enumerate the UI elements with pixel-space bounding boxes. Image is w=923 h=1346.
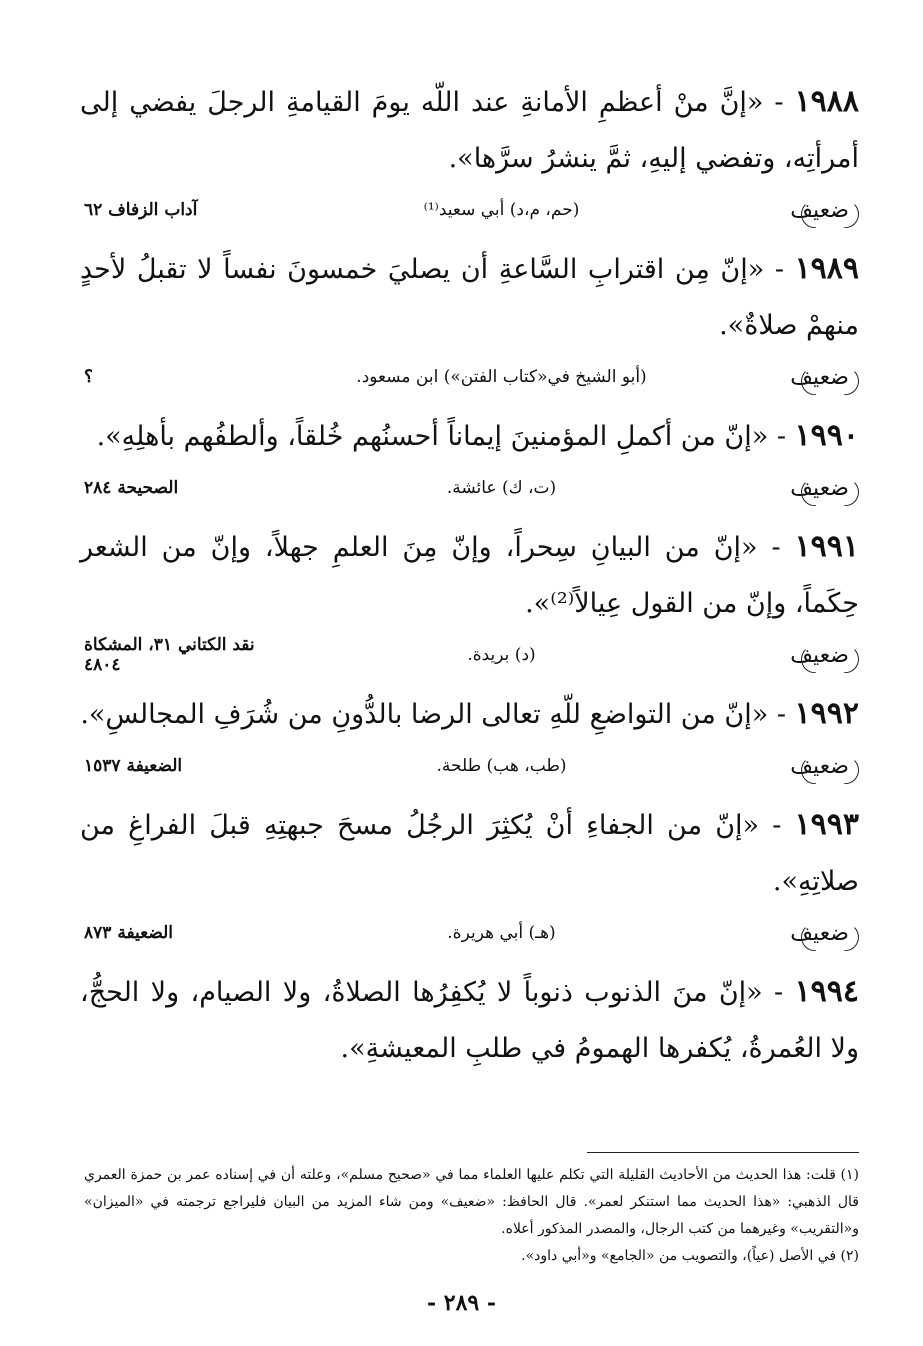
hadith-entry-1994 [80, 964, 859, 1077]
hadith-text: ١٩٩٣ - «إنّ من الجفاءِ أنْ يُكثِرَ الرجُلُ مسحَ جبهتِهِ قبلَ الفراغِ من صلاتِهِ». [80, 807, 859, 897]
grade-label: ضعيف [729, 365, 859, 390]
hadith-number: ١٩٩٢ [794, 696, 859, 731]
grade-label: ضعيف [729, 643, 859, 668]
page-number: - ٢٨٩ - [426, 1290, 497, 1316]
reference-row [80, 187, 859, 233]
source-label: (هـ) أبي هريرة. [447, 923, 556, 943]
footnotes [84, 1162, 859, 1270]
book-reference: آداب الزفاف ٦٢ [84, 200, 198, 220]
reference-row [80, 465, 859, 511]
hadith-number: ١٩٩٤ [794, 974, 859, 1009]
hadith-number: ١٩٩٠ [794, 418, 859, 453]
source-label: (طب، هب) طلحة. [436, 756, 567, 776]
footnote-2: (٢) في الأصل (عياً)، والتصويب من «الجامع» و«أبي داود». [521, 1248, 859, 1264]
hadith-text: ١٩٨٩ - «إنّ مِن اقترابِ السَّاعةِ أن يصليَ خمسونَ نفساً لا تقبلُ لأحدٍ منهمْ صلاةٌ». [80, 251, 860, 341]
source-label: (د) بريدة. [467, 645, 536, 665]
reference-row [80, 632, 859, 678]
reference-row [80, 354, 859, 400]
hadith-text: ١٩٩٠ - «إنّ من أكملِ المؤمنينَ إيماناً أحسنُهم خُلقاً، وألطفُهم بأهلِهِ». [96, 418, 859, 453]
hadith-entry-1992 [80, 686, 859, 789]
hadith-text: ١٩٨٨ - «إنَّ منْ أعظمِ الأمانةِ عند اللّه يومَ القيامةِ الرجلَ يفضي إلى أمرأتِه، وتفضي إليهِ، ثمَّ ينشرُ سرَّها». [80, 84, 859, 174]
hadith-entry-1993 [80, 797, 859, 956]
grade-label: ضعيف [729, 921, 859, 946]
hadith-entry-1989 [80, 241, 859, 400]
hadith-text: ١٩٩٤ - «إنّ منَ الذنوب ذنوباً لا يُكفِرُها الصلاةُ، ولا الصيام، ولا الحجُّ، ولا العُمرةُ، يُكفرها الهمومُ في طلبِ المعيشةِ». [80, 974, 859, 1064]
book-reference: نقد الكتاني ٣١، المشكاة ٤٨٠٤ [84, 635, 255, 675]
grade-label: ضعيف [729, 476, 859, 501]
reference-row [80, 743, 859, 789]
page-body [80, 74, 859, 1077]
hadith-entry-1990 [80, 408, 859, 511]
book-reference: الضعيفة ١٥٣٧ [84, 756, 183, 776]
book-reference: الصحيحة ٢٨٤ [84, 478, 179, 498]
reference-row [80, 910, 859, 956]
source-label: (ت، ك) عائشة. [446, 478, 557, 498]
book-reference: ؟ [84, 367, 94, 387]
footnote-1: (١) قلت: هذا الحديث من الأحاديث القليلة التي تكلم عليها العلماء مما في «صحيح مسلم»، وعلته أن في إسناده عمر بن حمزة العمري قال الذهبي: «هذا الحديث مما استنكر لعمر». قال الحافظ: «ضعيف» ومن شاء المزيد من البيان فليراجع ترجمته في «الميزان» و«التقريب» وغيرهما من كتب الرجال، والمصدر المذكور أعلاه. [84, 1167, 859, 1237]
hadith-text: ١٩٩١ - «إنّ من البيانِ سِحراً، وإنّ مِنَ العلمِ جهلاً، وإنّ من الشعر حِكَماً، وإنّ من القول عِيالاً⁽²⁾». [80, 529, 859, 619]
hadith-entry-1988 [80, 74, 859, 233]
hadith-number: ١٩٩١ [794, 529, 859, 564]
book-reference: الضعيفة ٨٧٣ [84, 923, 174, 943]
grade-label: ضعيف [729, 754, 859, 779]
hadith-text: ١٩٩٢ - «إنّ من التواضعِ للّهِ تعالى الرضا بالدُّونِ من شُرَفِ المجالسِ». [80, 696, 859, 731]
hadith-entry-1991 [80, 519, 859, 678]
source-label: (حم، م،د) أبي سعيد⁽¹⁾ [423, 200, 580, 220]
grade-label: ضعيف [729, 198, 859, 223]
hadith-number: ١٩٨٩ [794, 251, 860, 286]
footnote-divider [587, 1152, 859, 1153]
hadith-number: ١٩٩٣ [794, 807, 859, 842]
source-label: (أبو الشيخ في«كتاب الفتن») ابن مسعود. [356, 367, 647, 387]
hadith-number: ١٩٨٨ [794, 84, 859, 119]
